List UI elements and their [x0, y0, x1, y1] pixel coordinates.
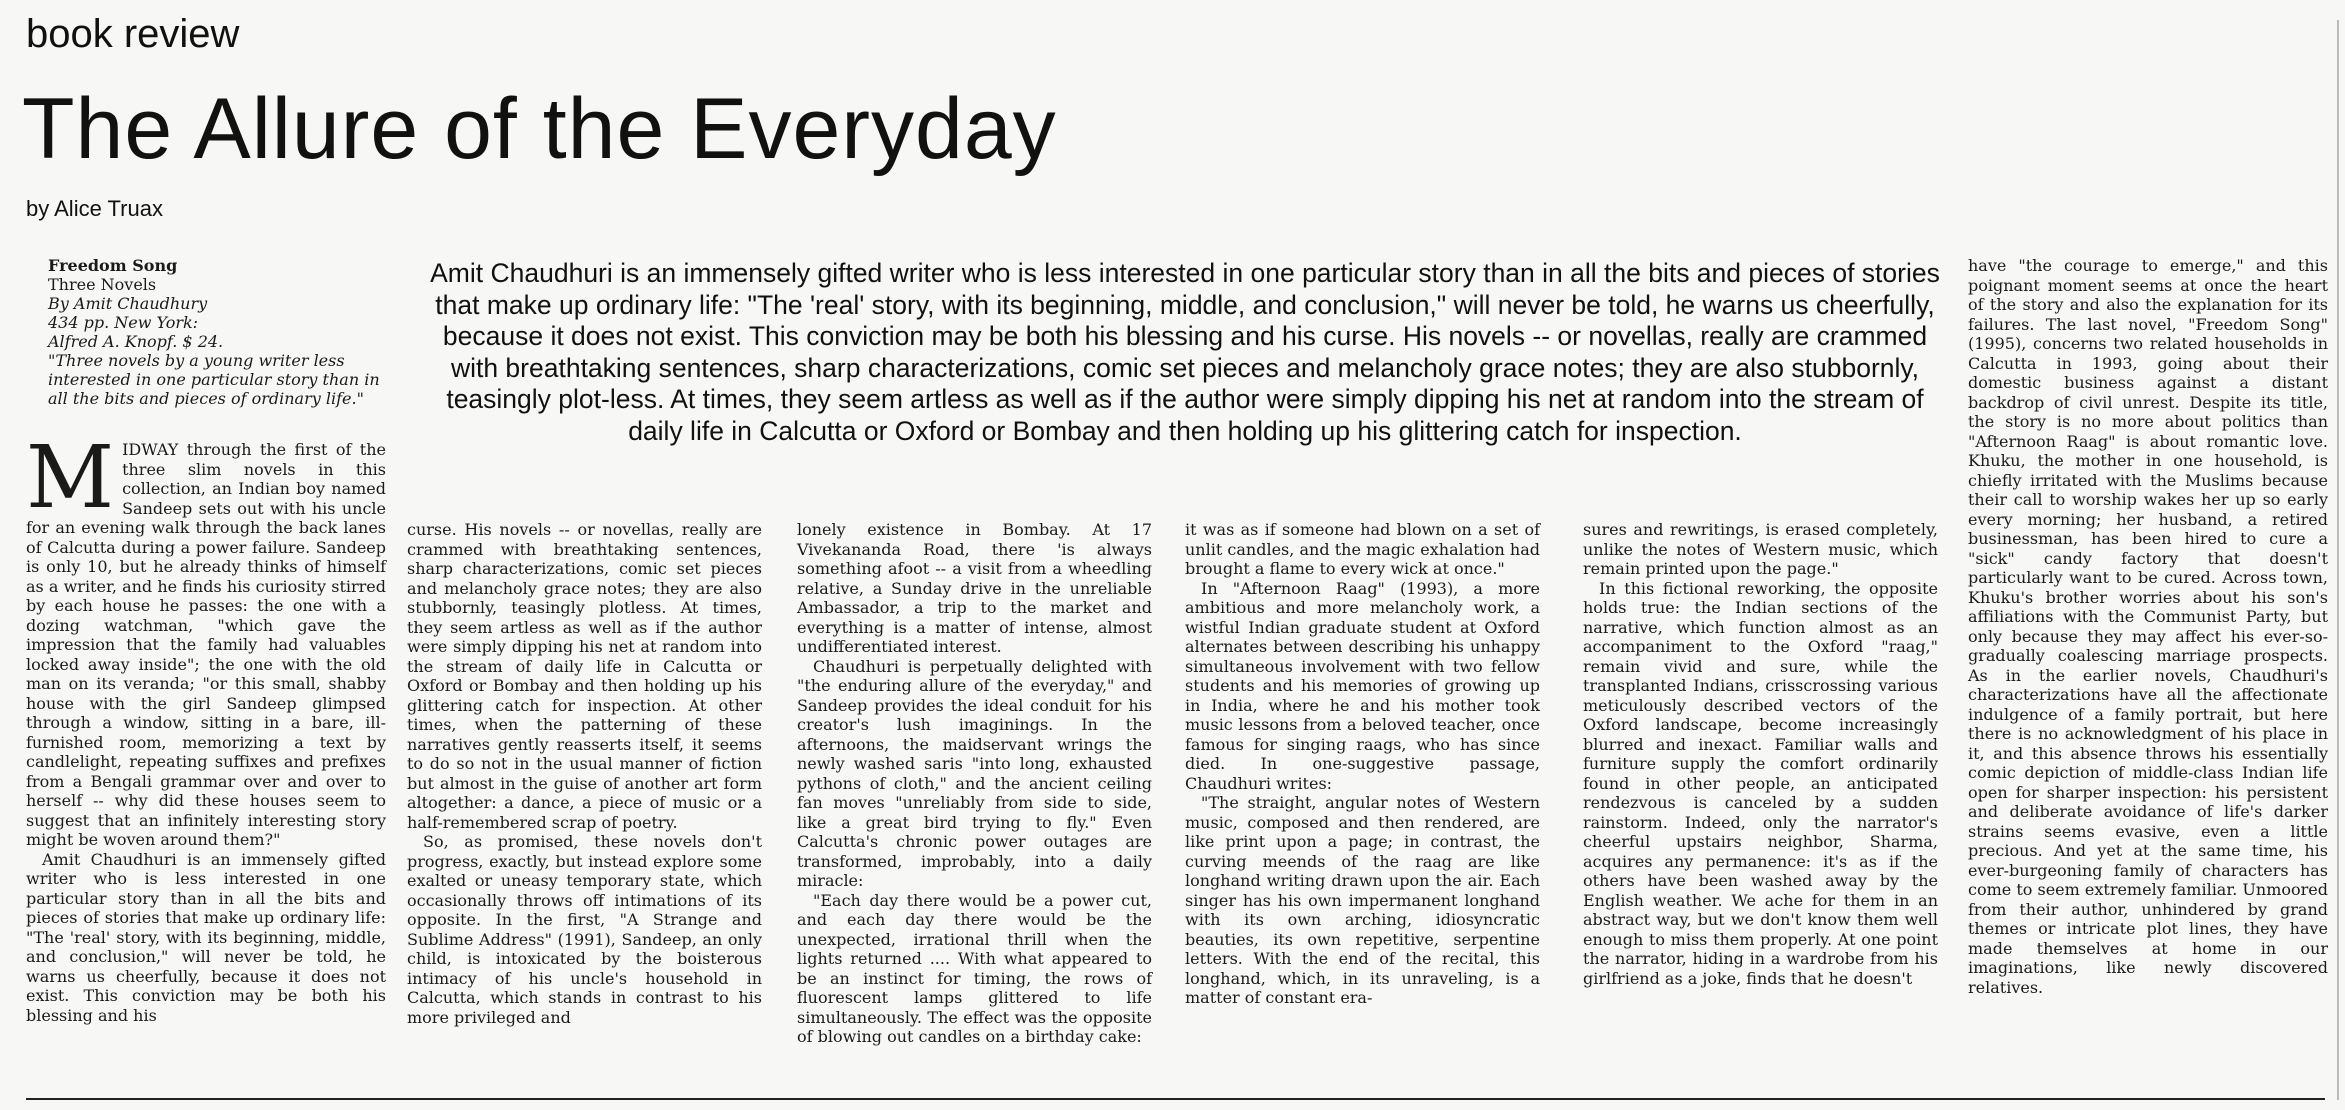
article-column-5 — [1583, 520, 1938, 988]
article-column-4 — [1185, 520, 1540, 1008]
book-pub-line2: Alfred A. Knopf. $ 24. — [48, 332, 224, 351]
pull-quote: Amit Chaudhuri is an immensely gifted writer who is less interested in one particular story than in all the bits and pieces of stories that make up ordinary life: "The 'real' story, with its beginning, middle, and conclusion," will never be told, he warns us cheerfully, because it does not exist. This conviction may be both his blessing and his curse. His novels -- or novellas, really are crammed with breathtaking sentences, sharp characterizations, comic set pieces and melancholy grace notes; they are also stubbornly, teasingly plot-less. At times, they seem artless as well as if the author were simply dipping his net at random into the stream of daily life in Calcutta or Oxford or Bombay and then holding up his glittering catch for inspection. — [430, 258, 1940, 446]
right-edge-rule — [2337, 20, 2339, 1100]
paragraph: So, as promised, these novels don't progress, exactly, but instead explore some exalted or uneasy temporary state, which occasionally throws off intimations of its opposite. In the first, "A Strange and Sublime Address" (1991), Sandeep, an only child, is intoxicated by the boisterous intimacy of his uncle's household in Calcutta, which stands in contrast to his more privileged and — [407, 832, 762, 1027]
paragraph: it was as if someone had blown on a set of unlit candles, and the magic exhalation had brought a flame to every wick at once." — [1185, 520, 1540, 578]
paragraph: In this fictional reworking, the opposite holds true: the Indian sections of the narrative, which function almost as an accompaniment to the Oxford "raag," remain vivid and sure, while the transplanted Indians, crisscrossing various meticulously described vectors of the Oxford landscape, become increasingly blurred and inexact. Familiar walls and furniture supply the comfort ordinarily found in other people, an anticipated rendezvous is canceled by a sudden rainstorm. Indeed, only the narrator's cheerful upstairs neighbor, Sharma, acquires any permanence: it's as if the others have been washed away by the English weather. We ache for them in an abstract way, but we don't know them well enough to miss them properly. At one point the narrator, hiding in a wardrobe from his girlfriend as a joke, finds that he doesn't — [1583, 578, 1938, 988]
paragraph: lonely existence in Bombay. At 17 Vivekananda Road, there 'is always something afoot -- a visit from a wheedling relative, a Sunday drive in the unreliable Ambassador, a trip to the market and everything is a matter of intense, almost undifferentiated interest. — [797, 520, 1152, 656]
byline: by Alice Truax — [26, 196, 163, 221]
paragraph-text: IDWAY through the first of the three slim novels in this collection, an Indian boy named Sandeep sets out with his uncle for an evening walk through the back lanes of Calcutta during a power failure. Sandeep is only 10, but he already thinks of himself as a writer, and he finds his curiosity stirred by each house he passes: the one with a dozing watchman, "which gave the impression that the family had valuables locked away inside"; the one with the old man on its veranda; "or this small, shabby house with the girl Sandeep glimpsed through a window, sitting in a bare, ill-furnished room, memorizing a text by candlelight, repeating suffixes and prefixes from a Bengali grammar over and over to herself -- why did these houses seem to suggest that an infinitely interesting story might be woven around them?" — [26, 440, 386, 849]
paragraph: have "the courage to emerge," and this poignant moment seems at once the heart of the story and also the explanation for its failures. The last novel, "Freedom Song" (1995), concerns two related households in Calcutta in 1993, going about their domestic business against a distant backdrop of civil unrest. Despite its title, the story is no more about politics than "Afternoon Raag" is about romantic love. Khuku, the mother in one household, is chiefly irritated with the Muslims because their call to worship wakes her up so early every morning; her husband, a retired businessman, has been hired to cure a "sick" candy factory that doesn't particularly want to be cured. Across town, Khuku's brother worries about his son's affiliations with the Communist Party, but only because they may affect his ever-so-gradually coalescing marriage prospects. As in the earlier novels, Chaudhuri's characterizations have all the affectionate indulgence of a family portrait, but here there is no acknowledgment of his place in it, and this absence throws his essentially comic depiction of middle-class Indian life open for sharper inspection: his persistent and deliberate avoidance of life's darker strains seems evasive, even a little precious. And yet at the same time, his ever-burgeoning family of characters has come to seem extremely familiar. Unmoored from their author, unhindered by grand themes or intricate plot lines, they have made themselves at home in our imaginations, like newly discovered relatives. — [1968, 256, 2328, 997]
book-pub-line1: 434 pp. New York: — [48, 313, 199, 332]
paragraph: "The straight, angular notes of Western music, composed and then rendered, are like print upon a page; in contrast, the curving meends of the raag are like longhand writing drawn upon the air. Each singer has his own impermanent longhand with its own arching, idiosyncratic beauties, its own repetitive, serpentine letters. With the end of the recital, this longhand, which, in its unraveling, is a matter of constant era- — [1185, 793, 1540, 1007]
book-title: Freedom Song — [48, 256, 178, 275]
paragraph: In "Afternoon Raag" (1993), a more ambitious and more melancholy work, a wistful Indian graduate student at Oxford alternates between describing his unhappy simultaneous involvement with two fellow students and his memories of growing up in India, where he and his mother took music lessons from a beloved teacher, once famous for singing raags, who has since died. In one-suggestive passage, Chaudhuri writes: — [1185, 578, 1540, 793]
book-author: By Amit Chaudhury — [48, 294, 208, 313]
bottom-rule — [26, 1098, 2325, 1100]
article-column-3 — [797, 520, 1152, 1047]
section-label: book review — [26, 12, 240, 56]
article-column-1 — [26, 428, 386, 1025]
drop-cap: M — [26, 428, 115, 528]
paragraph: sures and rewritings, is erased completely, unlike the notes of Western music, which remain printed upon the page." — [1583, 520, 1938, 578]
paragraph — [26, 428, 386, 850]
paragraph: Chaudhuri is perpetually delighted with "the enduring allure of the everyday," and Sandeep provides the ideal conduit for his creator's lush imaginings. In the afternoons, the maidservant wrings the newly washed saris "into long, exhausted pythons of cloth," and the ancient ceiling fan moves "unreliably from side to side, like a great bird trying to fly." Even Calcutta's chronic power outages are transformed, improbably, into a daily miracle: — [797, 656, 1152, 890]
book-blurb: "Three novels by a young writer less interested in one particular story than in all the bits and pieces of ordinary life." — [48, 351, 380, 408]
paragraph: "Each day there would be a power cut, and each day there would be the unexpected, irrational thrill when the lights returned .... With what appeared to be an instinct for timing, the rows of fluorescent lamps glittered to life simultaneously. The effect was the opposite of blowing out candles on a birthday cake: — [797, 890, 1152, 1046]
article-column-2 — [407, 520, 762, 1027]
paragraph: curse. His novels -- or novellas, really are crammed with breathtaking sentences, sharp characterizations, comic set pieces and melancholy grace notes; they are also stubbornly, teasingly plotless. At times, they seem artless as well as if the author were simply dipping his net at random into the stream of daily life in Calcutta or Oxford or Bombay and then holding up his glittering catch for inspection. At other times, when the patterning of these narratives gently reasserts itself, it seems to do so not in the usual manner of fiction but almost in the guise of another art form altogether: a dance, a piece of music or a half-remembered scrap of poetry. — [407, 520, 762, 832]
article-headline: The Allure of the Everyday — [22, 81, 1057, 177]
book-subtitle: Three Novels — [48, 275, 157, 294]
book-info-box — [48, 256, 388, 408]
article-column-6 — [1968, 256, 2328, 997]
paragraph: Amit Chaudhuri is an immensely gifted writer who is less interested in one particular story than in all the bits and pieces of stories that make up ordinary life: "The 'real' story, with its beginning, middle, and conclusion," will never be told, he warns us cheerfully, because it does not exist. This conviction may be both his blessing and his — [26, 849, 386, 1025]
